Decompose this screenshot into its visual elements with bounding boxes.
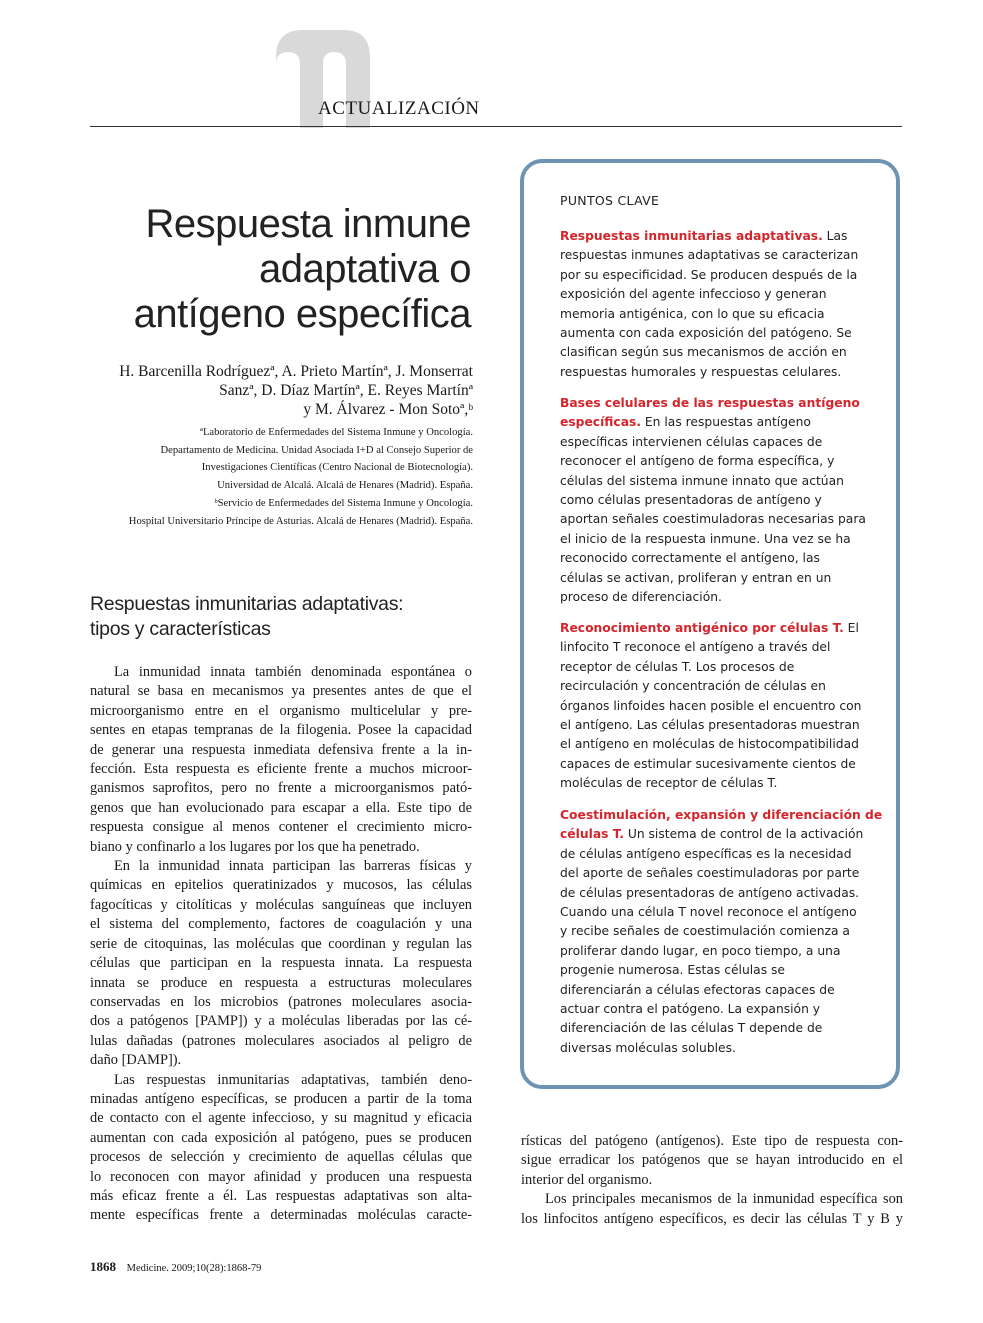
key-point-text: actuar contra el patógeno. La expansión y [560,1002,821,1017]
body-line: sigue erradicar los patógenos que se hayan introducido en el [521,1152,903,1169]
key-point-text: el antígeno en moléculas de histocompatibilidad [560,737,859,752]
body-left-column [90,663,472,1226]
key-point-text: diferenciarán a células efectoras capaces de [560,982,835,997]
key-point-text: memoria antigénica, con lo que su eficacia [560,306,825,321]
key-point-lead: Coestimulación, expansión y diferenciación de [560,808,883,822]
section-label: ACTUALIZACIÓN [318,98,480,119]
author-line: H. Barcenilla Rodríguezª, A. Prieto Martínª, J. Monserrat [119,363,473,380]
affiliation-a [53,424,473,494]
body-line: procesos de selección y crecimiento de aquellas células que [90,1149,472,1166]
body-line: sentes en etapas tempranas de la filogenia. Posee la capacidad [90,722,472,739]
key-point-text: el inicio de la respuesta inmune. Una vez se ha [560,531,851,546]
key-point-text: diferenciación de las células T depende de [560,1021,823,1036]
author-line: y M. Álvarez - Mon Sotoª,ᵇ [303,401,473,418]
key-point-lead: Bases celulares de las respuestas antígeno [560,396,860,410]
key-point-text: moléculas de receptor de células T. [560,776,778,791]
body-line: el sistema del complemento, factores de coagulación y una [90,916,472,933]
key-point-4 [560,806,883,1058]
key-point-text: progenie numerosa. Estas células se [560,963,785,978]
body-line: aumentan con cada exposición al patógeno, pues se producen [90,1129,472,1146]
key-point-text: exposición del agente infeccioso y generan [560,287,827,302]
key-point-text: El [843,621,859,635]
body-line: biano y confinarlo a los lugares por los que ha penetrado. [90,838,420,855]
key-point-lead: Reconocimiento antigénico por células T. [560,621,844,635]
key-point-text: respuestas humorales y respuestas celulares. [560,364,842,379]
body-line: interior del organismo. [521,1171,653,1188]
key-point-text: de células antígeno específicas es la necesidad [560,846,852,861]
body-line: microorganismo entre en el organismo multicelular y pre- [90,702,472,719]
key-point-text: receptor de células T. Los procesos de [560,659,795,674]
key-point-text: el antígeno. Las células presentadoras muestran [560,718,860,733]
page-number: 1868 [90,1259,116,1274]
key-point-text: diversas moléculas solubles. [560,1040,736,1055]
body-line: genos que han evolucionado para escapar a ella. Este tipo de [90,799,472,816]
key-point-text: proliferar dando lugar, en poco tiempo, a una [560,943,841,958]
key-point-text: recirculación y concentración de células en [560,679,826,694]
affiliation-b [53,495,473,530]
key-point-text: Un sistema de control de la activación [623,827,864,842]
affiliation-line: Universidad de Alcalá. Alcalá de Henares (Madrid). España. [217,479,473,491]
body-line: los linfocitos antígeno específicos, es decir las células T y B y [521,1210,903,1227]
key-point-text: Las [822,229,848,243]
key-point-text: En las respuestas antígeno [641,415,811,430]
key-point-lead: células T. [560,827,624,842]
title-line: Respuesta inmune [145,202,471,246]
title-line: antígeno específica [133,292,471,336]
key-point-lead: Respuestas inmunitarias adaptativas. [560,229,823,243]
body-line: Los principales mecanismos de la inmunidad específica son [545,1191,903,1208]
key-point-text: linfocito T reconoce el antígeno a través del [560,640,831,655]
key-points-title: PUNTOS CLAVE [560,193,660,208]
page-footer [90,1259,261,1275]
body-line: serie de citoquinas, las moléculas que coordinan y regulan las [90,935,472,952]
key-point-text: reconocer el antígeno de forma específica, y [560,454,835,469]
body-line: mente específicas frente a determinadas moléculas caracte- [90,1207,472,1224]
body-line: de generar una respuesta inmediata defensiva frente a la in- [90,741,472,758]
key-point-text: aumenta con cada exposición del patógeno. Se [560,326,852,341]
author-list [73,362,473,419]
body-line: rísticas del patógeno (antígenos). Este tipo de respuesta con- [521,1133,903,1149]
key-point-text: células se activan, proliferan y entran en un [560,570,832,585]
key-point-text: del aporte de señales coestimuladoras por parte [560,866,860,881]
body-line: La inmunidad innata también denominada espontánea o [114,664,472,680]
body-line: lo reconocen con mayor afinidad y producen una respuesta [90,1168,472,1185]
body-line: innata se produce en respuesta a estructuras moleculares [90,974,472,991]
affiliation-line: ªLaboratorio de Enfermedades del Sistema Inmune y Oncología. [200,427,473,438]
affiliation-line: Investigaciones Científicas (Centro Nacional de Biotecnología). [201,462,473,473]
body-line: fección. Esta respuesta es eficiente frente a muchos microor- [90,761,472,778]
body-line: lulas dañadas (patrones moleculares asociados al peligro de [90,1032,472,1049]
body-line: ganismos saprofitos, pero no frente a microorganismos pató- [90,780,472,797]
article-title [51,202,471,337]
body-line: En la inmunidad innata participan las barreras físicas y [114,858,472,875]
key-point-lead: específicas. [560,415,641,430]
key-point-text: proceso de diferenciación. [560,590,722,605]
affiliation-line: Hospital Universitario Príncipe de Asturias. Alcalá de Henares (Madrid). España. [128,515,473,527]
section-heading [90,592,490,642]
key-point-2 [560,394,865,607]
body-line: natural se basa en mecanismos ya presentes antes de que el [90,683,472,700]
key-point-text: de células presentadoras de antígeno activadas. [560,885,860,900]
body-line: daño [DAMP]). [90,1052,182,1069]
body-line: dos a patógenos [PAMP]) y a moléculas liberadas por las cé- [90,1013,472,1030]
header-rule [90,126,902,127]
affiliation-line: Departamento de Medicina. Unidad Asociada I+D al Consejo Superior de [160,444,473,456]
key-point-text: como células presentadoras de antígeno y [560,493,822,508]
body-line: fagocíticas y citolíticas y moléculas sanguíneas que incluyen [90,896,472,913]
body-line: Las respuestas inmunitarias adaptativas, también deno- [114,1071,472,1088]
body-line: de contacto con el agente infeccioso, y su magnitud y eficacia [90,1110,472,1127]
key-point-text: clasifican según sus mecanismos de acción en [560,345,847,360]
key-point-text: por su especificidad. Se producen después de la [560,267,858,282]
key-point-text: reconocido correctamente el antígeno, las [560,551,820,566]
key-point-1 [560,227,865,382]
title-line: adaptativa o [259,247,471,291]
key-point-text: capaces de estimular sucesivamente cientos de [560,756,856,771]
key-point-text: específicas intervienen células capaces de [560,434,823,449]
key-point-text: respuestas inmunes adaptativas se caracterizan [560,248,859,263]
body-line: respuesta consigue al menos contener el crecimiento micro- [90,819,472,836]
key-point-text: Cuando una célula T novel reconoce el antígeno [560,905,857,920]
heading-line: tipos y características [90,618,271,640]
affiliation-line: ᵇServicio de Enfermedades del Sistema Inmune y Oncología. [214,498,473,509]
key-point-text: aportan señales coestimuladoras necesarias para [560,512,866,527]
key-point-text: células del sistema inmune innato que actúan [560,473,844,488]
body-line: minadas antígeno específicas, se producen a partir de la toma [90,1090,472,1107]
key-point-3 [560,619,865,794]
key-point-text: y recibe señales de coestimulación comienza a [560,924,850,939]
heading-line: Respuestas inmunitarias adaptativas: [90,593,404,615]
body-line: células que participan en la respuesta innata. La respuesta [90,955,472,972]
body-line: más eficaz frente a él. Las respuestas adaptativas son alta- [90,1187,472,1204]
body-line: conservadas en los microbios (patrones moleculares asocia- [90,993,472,1010]
key-point-text: órganos linfoides hacen posible el encuentro con [560,698,862,713]
body-line: químicas en epitelios queratinizados y mucosos, las células [90,877,472,894]
journal-citation: Medicine. 2009;10(28):1868-79 [126,1263,262,1274]
author-line: Sanzª, D. Díaz Martínª, E. Reyes Martínª [219,382,473,399]
body-right-column [521,1132,903,1229]
